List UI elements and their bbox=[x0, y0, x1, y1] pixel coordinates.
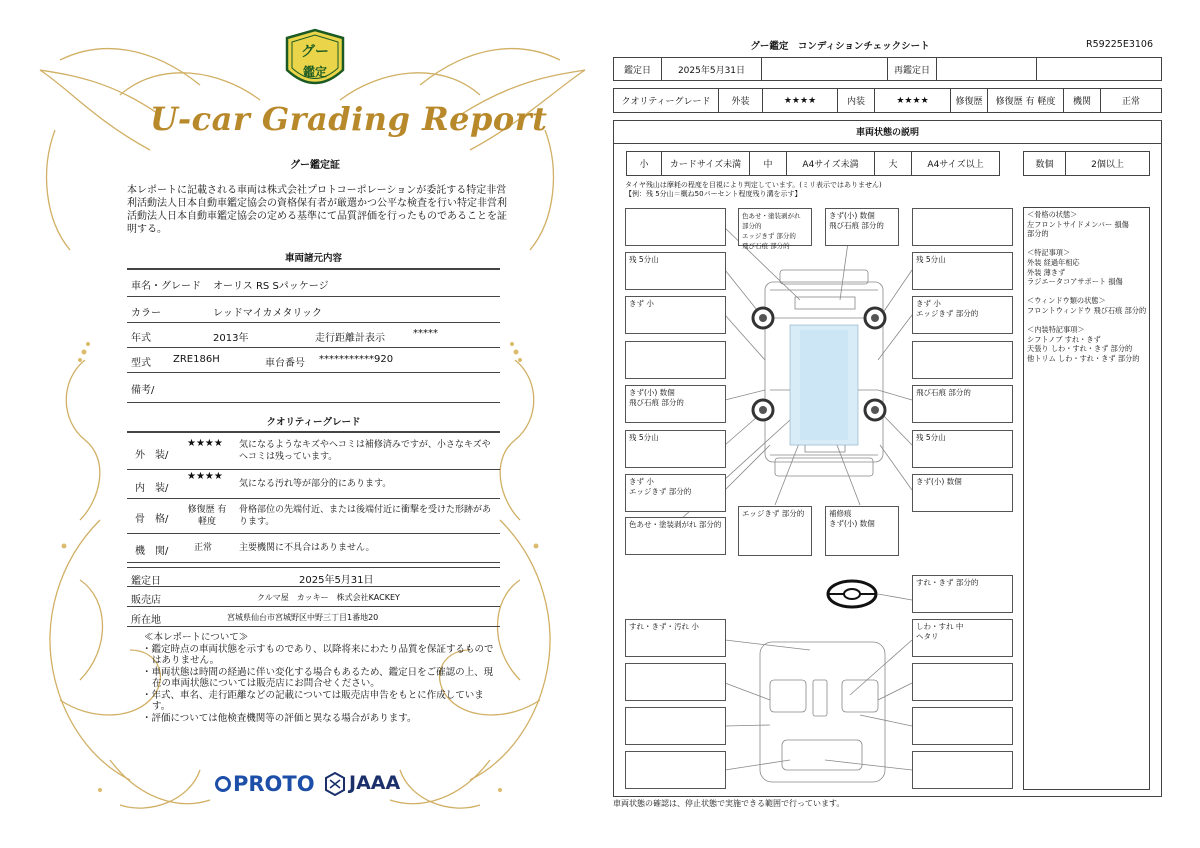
engine-value-cell: 正常 bbox=[1100, 88, 1162, 113]
damage-box-left-rear-door: きず(小) 数個 飛び石痕 部分的 bbox=[625, 385, 726, 423]
interior-box-right-2 bbox=[912, 663, 1013, 701]
badge-logo-subtext: 鑑定 bbox=[302, 65, 327, 79]
interior-stars: ★★★★ bbox=[187, 471, 223, 482]
damage-box-right-door bbox=[912, 341, 1013, 379]
exterior-label-cell: 外装 bbox=[718, 88, 763, 113]
damage-box-bonnet: きず(小) 数個 飛び石痕 部分的 bbox=[825, 208, 899, 246]
damage-box-left-fender: きず 小 bbox=[625, 296, 726, 334]
sheet-footer-note: 車両状態の確認は、停止状態で実施できる範囲で行っています。 bbox=[613, 799, 845, 808]
size-mid-desc: A4サイズ未満 bbox=[786, 151, 875, 176]
model-value: ZRE186H bbox=[173, 354, 220, 365]
tire-box-front-left: 残 5分山 bbox=[625, 252, 726, 290]
engine-description: 主要機関に不具合はありません。 bbox=[239, 543, 375, 553]
legend-line-1: タイヤ残山は摩耗の程度を目視により判定しています。(ミリ表示ではありません) bbox=[625, 181, 882, 189]
frame-label: 骨 格/ bbox=[135, 514, 169, 525]
side-notes-text: ＜骨格の状態＞ 左フロントサイドメンバー 損傷 部分的 ＜特記事項＞ 外装 経過年相応 外装 薄きず ラジエータコアサポート 損傷 ＜ウィンドウ類の状態＞ フロントウィンドウ 飛び石痕 部分的 ＜内装特記事項＞ シフトノブ すれ・きず 天張り しわ・すれ・きず 部分的 他トリム しわ・すれ・きず 部分的 bbox=[1027, 210, 1147, 363]
damage-box-left-door bbox=[625, 341, 726, 379]
appraisal-date-label: 鑑定日 bbox=[131, 576, 161, 587]
note-item: ・評価については他検査機関等の評価と異なる場合があります。 bbox=[142, 712, 417, 724]
interior-box-left-2 bbox=[625, 663, 726, 701]
interior-box-dashboard: すれ・きず・汚れ 小 bbox=[625, 619, 726, 657]
remarks-label: 備考/ bbox=[131, 385, 155, 396]
dealer-label: 販売店 bbox=[131, 595, 161, 606]
color-label: カラー bbox=[131, 308, 161, 319]
year-value: 2013年 bbox=[213, 333, 249, 344]
engine-label: 機 関/ bbox=[135, 546, 169, 557]
condition-title: 車両状態の説明 bbox=[613, 120, 1162, 144]
interior-box-left-3 bbox=[625, 707, 726, 745]
repair-value-cell: 修復歴 有 軽度 bbox=[987, 88, 1064, 113]
interior-label-cell: 内装 bbox=[837, 88, 875, 113]
exterior-stars: ★★★★ bbox=[187, 438, 223, 449]
count-desc: 2個以上 bbox=[1065, 151, 1150, 176]
exterior-description: 気になるようなキズやヘコミは補修済みですが、小さなキズやヘコミは残っています。 bbox=[239, 440, 491, 462]
legend-line-2: 【例：残 5分山＝概ね50パーセント程度残り溝を示す】 bbox=[625, 190, 802, 198]
quality-label-cell: クオリティーグレード bbox=[613, 88, 719, 113]
interior-box-left-4 bbox=[625, 751, 726, 789]
redate-label-cell: 再鑑定日 bbox=[887, 57, 937, 81]
size-large-label: 大 bbox=[874, 151, 912, 176]
tire-box-front-right: 残 5分山 bbox=[912, 252, 1013, 290]
tire-box-rear-left: 残 5分山 bbox=[625, 430, 726, 468]
damage-box-front-right bbox=[912, 208, 1013, 246]
notes-title: ≪本レポートについて≫ bbox=[144, 632, 249, 643]
size-large-desc: A4サイズ以上 bbox=[911, 151, 1000, 176]
dealer-value: クルマ屋 カッキー 株式会社KACKEY bbox=[257, 593, 400, 602]
mileage-value: ***** bbox=[413, 328, 438, 339]
model-label: 型式 bbox=[131, 358, 151, 369]
chassis-label: 車台番号 bbox=[265, 358, 305, 369]
interior-box-driver-seat: しわ・すれ 中 ヘタリ bbox=[912, 619, 1013, 657]
date-value-cell: 2025年5月31日 bbox=[661, 57, 762, 81]
steering-wheel-icon bbox=[828, 581, 876, 607]
vehicle-name-value: オーリス RS Sパッケージ bbox=[213, 281, 329, 292]
interior-box-steering: すれ・きず 部分的 bbox=[912, 575, 1013, 613]
mileage-label: 走行距離計表示 bbox=[315, 333, 385, 344]
note-item: ・年式、車名、走行距離などの記載については販売店申告をもとに作成しています。 bbox=[142, 689, 484, 712]
damage-box-left-quarter: きず 小 エッジきず 部分的 bbox=[625, 474, 726, 512]
note-item: ・鑑定時点の車両状態を示すものであり、以降将来にわたり品質を保証するものではありません。 bbox=[142, 643, 494, 666]
vehicle-name-label: 車名・グレード bbox=[131, 281, 201, 292]
chassis-value: ***********920 bbox=[319, 354, 394, 365]
count-label: 数個 bbox=[1023, 151, 1066, 176]
note-item: ・車両状態は時間の経過に伴い変化する場合もあるため、鑑定日をご確認の上、現在の車両状態については販売店にお問合せください。 bbox=[142, 666, 494, 689]
certificate-body-text: 本レポートに記載される車両は株式会社プロトコーポレーションが委託する特定非営利活動法人日本自動車鑑定協会の資格保有者が厳選かつ公平な検査を行い特定非営利活動法人日本自動車鑑定協会の定める基準にて品質評価を行ったものであることを証明する。 bbox=[127, 185, 507, 235]
repair-label-cell: 修復歴 bbox=[950, 88, 988, 113]
sheet-title: グー鑑定 コンディションチェックシート bbox=[750, 41, 930, 52]
address-value: 宮城県仙台市宮城野区中野三丁目1番地20 bbox=[227, 613, 379, 622]
engine-label-cell: 機関 bbox=[1063, 88, 1101, 113]
damage-box-rear-left: 色あせ・塗装剥がれ 部分的 bbox=[625, 517, 726, 555]
color-value: レッドマイカメタリック bbox=[213, 308, 322, 319]
certificate-title: グー鑑定証 bbox=[290, 160, 340, 171]
damage-box-right-quarter: きず(小) 数個 bbox=[912, 474, 1013, 512]
damage-box-rear-bumper: エッジきず 部分的 bbox=[738, 506, 812, 556]
proto-logo: PROTO bbox=[215, 772, 315, 796]
damage-box-trunk: 補修痕 きず(小) 数個 bbox=[825, 506, 899, 556]
interior-stars-cell: ★★★★ bbox=[874, 88, 951, 113]
jaaa-logo: JAAA bbox=[349, 772, 401, 794]
size-small-desc: カードサイズ未満 bbox=[661, 151, 750, 176]
report-script-title: U-car Grading Report bbox=[150, 100, 548, 138]
interior-box-right-4 bbox=[912, 751, 1013, 789]
tire-box-rear-right: 残 5分山 bbox=[912, 430, 1013, 468]
exterior-label: 外 装/ bbox=[135, 450, 169, 461]
sheet-id: R59225E3106 bbox=[1086, 39, 1154, 50]
frame-description: 骨格部位の先端付近、または後端付近に衝撃を受けた形跡があります。 bbox=[239, 505, 492, 527]
exterior-stars-cell: ★★★★ bbox=[762, 88, 838, 113]
damage-box-right-rear-door: 飛び石痕 部分的 bbox=[912, 385, 1013, 423]
year-label: 年式 bbox=[131, 333, 151, 344]
quality-section-title: クオリティーグレード bbox=[266, 417, 361, 428]
damage-box-front-left bbox=[625, 208, 726, 246]
damage-box-front-bumper: 色あせ・塗装剥がれ 部分的 エッジきず 部分的 飛び石痕 部分的 bbox=[738, 208, 812, 246]
interior-description: 気になる汚れ等が部分的にあります。 bbox=[239, 479, 392, 489]
address-label: 所在地 bbox=[131, 615, 161, 626]
size-mid-label: 中 bbox=[749, 151, 787, 176]
engine-value: 正常 bbox=[194, 543, 213, 553]
badge-logo-text: グー bbox=[301, 44, 329, 60]
interior-label: 内 装/ bbox=[135, 483, 169, 494]
frame-value: 修復歴 有 軽度 bbox=[187, 505, 227, 527]
date-label-cell: 鑑定日 bbox=[613, 57, 662, 81]
damage-box-right-fender: きず 小 エッジきず 部分的 bbox=[912, 296, 1013, 334]
interior-box-right-3 bbox=[912, 707, 1013, 745]
size-small-label: 小 bbox=[626, 151, 662, 176]
appraisal-date-value: 2025年5月31日 bbox=[299, 575, 374, 586]
spec-section-title: 車両諸元内容 bbox=[284, 253, 342, 264]
